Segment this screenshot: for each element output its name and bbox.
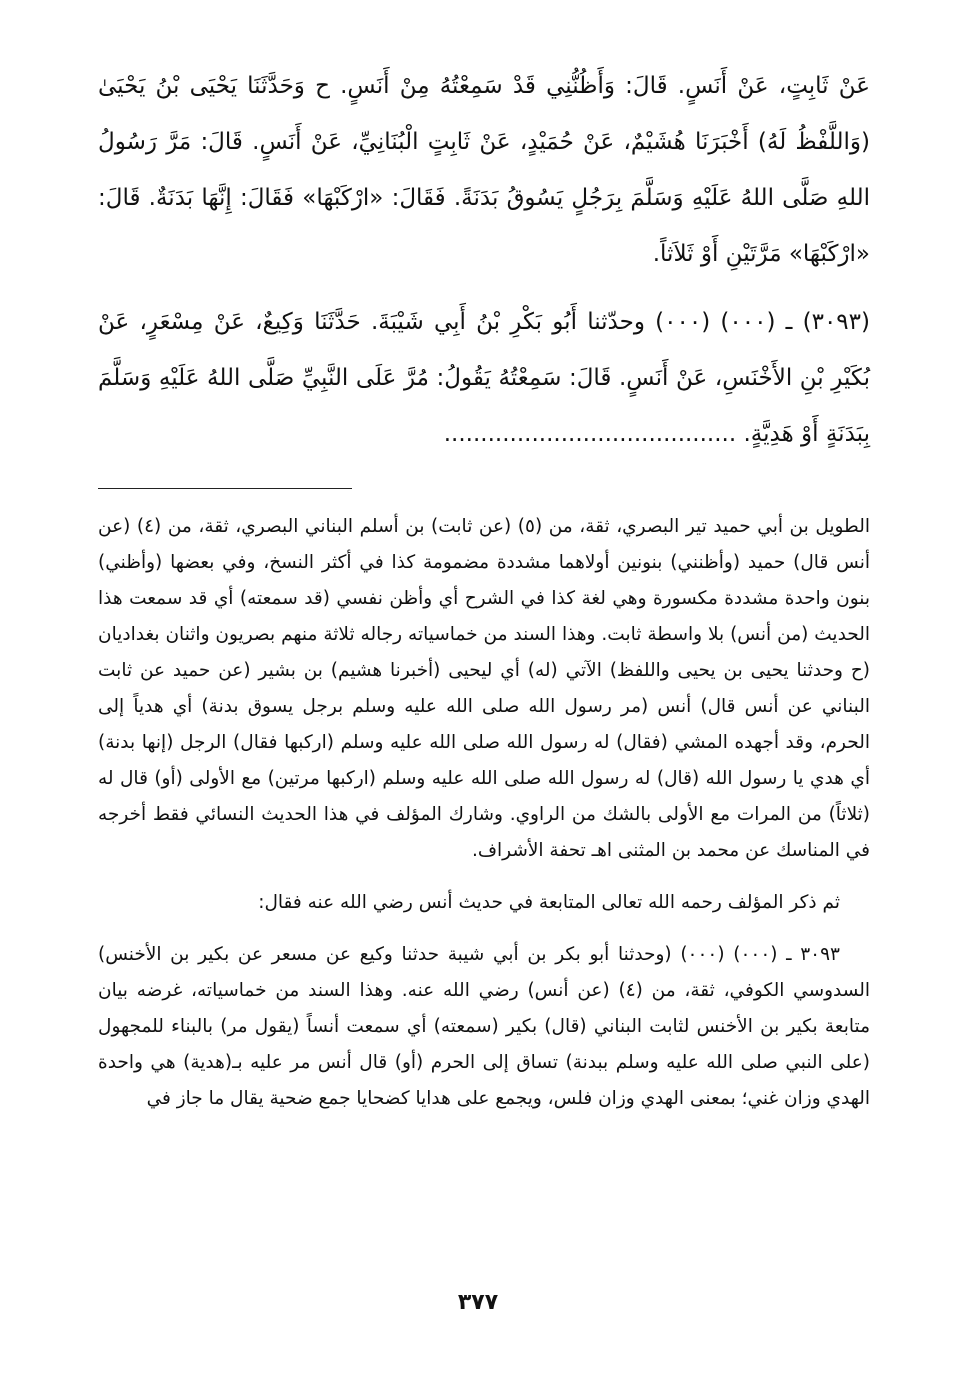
footnote-separator-wrap xyxy=(98,488,870,489)
commentary-paragraph-3: ٣٠٩٣ ـ (٠٠٠) (٠٠٠) (وحدثنا أبو بكر بن أبي شيبة حدثنا وكيع عن مسعر عن بكير بن الأخنس) السدوسي الكوفي، ثقة، من (٤) (عن أنس) رضي الله عنه. وهذا السند من خماسياته، غرضه بيان متابعة بكير بن الأخنس لثابت البناني (قال) بكير (سمعته) أي سمعت أنساً (يقول مر) بالبناء للمجهول (على النبي صلى الله عليه وسلم ببدنة) تساق إلى الحرم (أو) قال أنس مر عليه بـ(هدية) هي واحدة الهدي وزان غني؛ بمعنى الهدي وزان فلس، ويجمع على هدايا كضحايا جمع ضحية يقال ما جاز في xyxy=(98,944,871,1109)
document-page xyxy=(98,58,870,1117)
hadith-paragraph-2: (٣٠٩٣) ـ (٠٠٠) (٠٠٠) وحدّثنا أَبُو بَكْرِ بْنُ أَبِي شَيْبَةَ. حَدَّثَنَا وَكِيعٌ، عَنْ مِسْعَرٍ، عَنْ بُكَيْرِ بْنِ الأَخْنَسِ، عَنْ أَنَسٍ. قَالَ: سَمِعْتُهُ يَقُولُ: مُرَّ عَلَى النَّبِيِّ صَلَّى اللهُ عَلَيْهِ وَسَلَّمَ بِبَدَنَةٍ أَوْ هَدِيَّةٍ. ........................................ xyxy=(98,309,870,447)
footnote-separator-rule xyxy=(98,488,352,489)
commentary-section xyxy=(98,509,870,1117)
commentary-paragraph-2: ثم ذكر المؤلف رحمه الله تعالى المتابعة في حديث أنس رضي الله عنه فقال: xyxy=(258,892,840,913)
commentary-paragraph-1: الطويل بن أبي حميد تير البصري، ثقة، من (٥) (عن ثابت) بن أسلم البناني البصري، ثقة، من (٤) (عن أنس قال) حميد (وأظنني) بنونين أولاهما مشددة مضمومة كذا في أكثر النسخ، وفي بعضها (وأظني) بنون واحدة مشددة مكسورة وهي لغة كذا في الشرح أي وأظن نفسي (قد سمعته) أي قد سمعت هذا الحديث (من أنس) بلا واسطة ثابت. وهذا السند من خماسياته رجاله ثلاثة منهم بصريون واثنان بغداديان (ح وحدثنا يحيى بن يحيى واللفظ) الآتي (له) أي ليحيى (أخبرنا هشيم) بن بشير (عن حميد عن ثابت البناني عن أنس قال) أنس (مر رسول الله صلى الله عليه وسلم برجل يسوق بدنة) أي هدياً إلى الحرم، وقد أجهده المشي (فقال) له رسول الله صلى الله عليه وسلم (اركبها فقال) الرجل (إنها بدنة) أي هدي يا رسول الله (قال) له رسول الله صلى الله عليه وسلم (اركبها مرتين) مع الأولى (أو) قال له (ثلاثاً) من المرات مع الأولى بالشك من الراوي. وشارك المؤلف في هذا الحديث النسائي فقط أخرجه في المناسك عن محمد بن المثنى اهـ تحفة الأشراف. xyxy=(98,516,870,861)
hadith-main-text xyxy=(98,58,870,462)
hadith-paragraph-1: عَنْ ثَابِتٍ، عَنْ أَنَسٍ. قَالَ: وَأَظُنُّنِي قَدْ سَمِعْتُهُ مِنْ أَنَسٍ. ح وَحَدَّثَنَا يَحْيَى بْنُ يَحْيَىٰ (وَاللَّفْظُ لَهُ) أَخْبَرَنَا هُشَيْمٌ، عَنْ حُمَيْدٍ، عَنْ ثَابِتٍ الْبُنَانِيِّ، عَنْ أَنَسٍ. قَالَ: مَرَّ رَسُولُ اللهِ صَلَّى اللهُ عَلَيْهِ وَسَلَّمَ بِرَجُلٍ يَسُوقُ بَدَنَةً. فَقَالَ: «ارْكَبْهَا» فَقَالَ: إِنَّهَا بَدَنَةٌ. قَالَ: «ارْكَبْهَا» مَرَّتَيْنِ أَوْ ثَلاَثاً. xyxy=(98,73,870,267)
page-number: ٣٧٧ xyxy=(457,1290,499,1315)
